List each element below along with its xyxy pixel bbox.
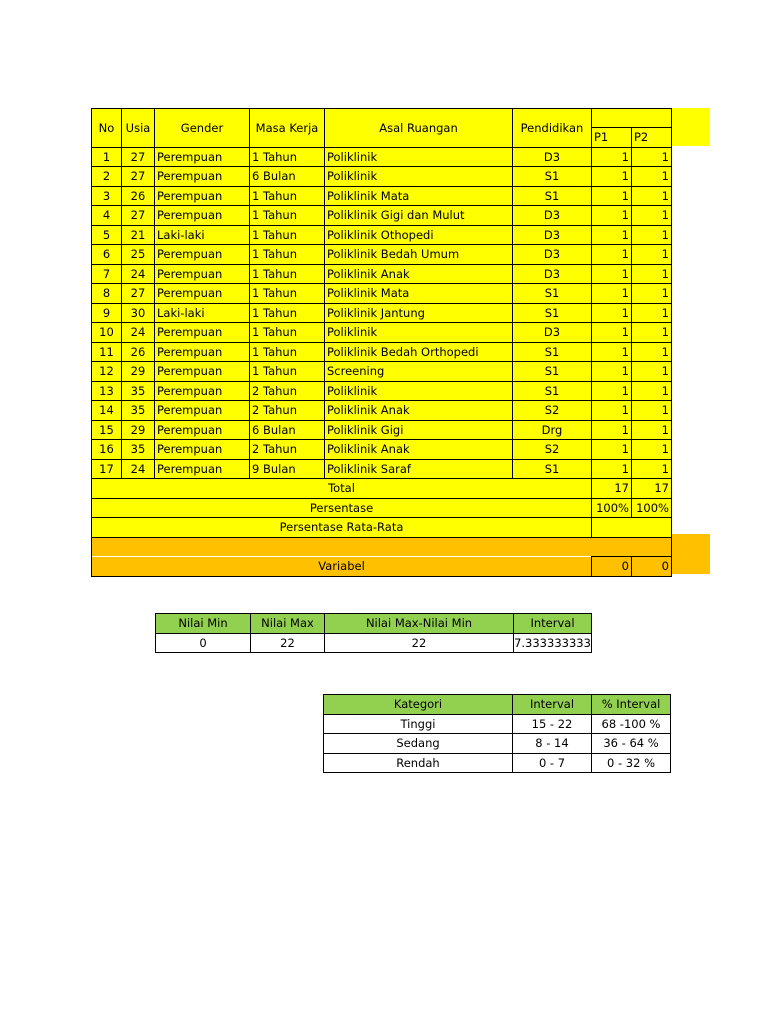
cell-gender: Perempuan [155, 401, 250, 421]
header-p-group [592, 109, 672, 128]
cell-no: 13 [92, 381, 122, 401]
cell-p2: 1 [632, 362, 672, 382]
cell-asal-ruangan: Poliklinik Bedah Orthopedi [325, 342, 513, 362]
cell-pendidikan: S1 [513, 284, 592, 304]
cell-no: 15 [92, 420, 122, 440]
cell-no: 16 [92, 440, 122, 460]
cell-asal-ruangan: Poliklinik Gigi [325, 420, 513, 440]
cell-masa-kerja: 1 Tahun [250, 245, 325, 265]
cell-asal-ruangan: Poliklinik [325, 381, 513, 401]
cell-p2: 1 [632, 284, 672, 304]
header-p2: P2 [632, 128, 672, 148]
range-table [155, 613, 592, 653]
cell-masa-kerja: 1 Tahun [250, 206, 325, 226]
cell-gender: Perempuan [155, 206, 250, 226]
cell-usia: 29 [122, 420, 155, 440]
category-row [324, 753, 671, 773]
cell-gender: Perempuan [155, 440, 250, 460]
cell-masa-kerja: 2 Tahun [250, 381, 325, 401]
cell-gender: Perempuan [155, 284, 250, 304]
table-row [92, 440, 672, 460]
table-row [92, 323, 672, 343]
variabel-fill-extension [670, 534, 710, 574]
cell-p2: 1 [632, 167, 672, 187]
cell-p2: 1 [632, 323, 672, 343]
cell-pendidikan: S1 [513, 381, 592, 401]
header-usia: Usia [122, 109, 155, 148]
cell-p2: 1 [632, 147, 672, 167]
cell-p1: 1 [592, 225, 632, 245]
cell-asal-ruangan: Poliklinik Anak [325, 440, 513, 460]
cell-pendidikan: S1 [513, 459, 592, 479]
cell-p2: 1 [632, 342, 672, 362]
cell-asal-ruangan: Poliklinik Mata [325, 284, 513, 304]
cell-gender: Laki-laki [155, 303, 250, 323]
cell-p1: 1 [592, 323, 632, 343]
cell-asal-ruangan: Poliklinik [325, 147, 513, 167]
category-cell-percent: 36 - 64 % [592, 734, 671, 754]
cell-p1: 1 [592, 401, 632, 421]
cell-usia: 27 [122, 284, 155, 304]
cell-asal-ruangan: Poliklinik Anak [325, 401, 513, 421]
cell-masa-kerja: 1 Tahun [250, 147, 325, 167]
cell-masa-kerja: 1 Tahun [250, 264, 325, 284]
table-row [92, 147, 672, 167]
cell-gender: Perempuan [155, 147, 250, 167]
cell-asal-ruangan: Poliklinik Bedah Umum [325, 245, 513, 265]
cell-no: 7 [92, 264, 122, 284]
cell-asal-ruangan: Poliklinik Jantung [325, 303, 513, 323]
header-masa-kerja: Masa Kerja [250, 109, 325, 148]
table-row [92, 245, 672, 265]
cell-usia: 35 [122, 440, 155, 460]
cell-pendidikan: D3 [513, 206, 592, 226]
cell-masa-kerja: 1 Tahun [250, 362, 325, 382]
persentase-p2: 100% [632, 498, 672, 518]
category-header-percent: % Interval [592, 695, 671, 715]
category-cell-percent: 0 - 32 % [592, 753, 671, 773]
header-pendidikan: Pendidikan [513, 109, 592, 148]
category-cell-kategori: Rendah [324, 753, 513, 773]
range-value-diff: 22 [325, 633, 514, 653]
cell-no: 17 [92, 459, 122, 479]
header-asal-ruangan: Asal Ruangan [325, 109, 513, 148]
cell-usia: 27 [122, 147, 155, 167]
table-row [92, 381, 672, 401]
range-header-interval: Interval [514, 614, 592, 634]
category-cell-kategori: Sedang [324, 734, 513, 754]
table-row [92, 303, 672, 323]
cell-gender: Perempuan [155, 459, 250, 479]
cell-p2: 1 [632, 206, 672, 226]
cell-p1: 1 [592, 264, 632, 284]
cell-usia: 21 [122, 225, 155, 245]
cell-no: 12 [92, 362, 122, 382]
cell-usia: 26 [122, 342, 155, 362]
cell-p1: 1 [592, 245, 632, 265]
total-p2: 17 [632, 479, 672, 499]
category-cell-interval: 15 - 22 [513, 714, 592, 734]
cell-gender: Perempuan [155, 420, 250, 440]
cell-pendidikan: D3 [513, 225, 592, 245]
cell-gender: Perempuan [155, 342, 250, 362]
cell-p1: 1 [592, 342, 632, 362]
cell-asal-ruangan: Poliklinik Mata [325, 186, 513, 206]
cell-gender: Perempuan [155, 186, 250, 206]
table-row [92, 186, 672, 206]
header-no: No [92, 109, 122, 148]
cell-gender: Perempuan [155, 167, 250, 187]
cell-p1: 1 [592, 420, 632, 440]
main-data-table [91, 108, 672, 577]
category-cell-kategori: Tinggi [324, 714, 513, 734]
cell-masa-kerja: 9 Bulan [250, 459, 325, 479]
cell-masa-kerja: 2 Tahun [250, 401, 325, 421]
cell-asal-ruangan: Poliklinik [325, 323, 513, 343]
cell-no: 8 [92, 284, 122, 304]
cell-usia: 29 [122, 362, 155, 382]
cell-usia: 30 [122, 303, 155, 323]
cell-pendidikan: D3 [513, 264, 592, 284]
table-row [92, 362, 672, 382]
cell-no: 10 [92, 323, 122, 343]
cell-pendidikan: S1 [513, 167, 592, 187]
cell-masa-kerja: 1 Tahun [250, 284, 325, 304]
cell-p1: 1 [592, 440, 632, 460]
cell-p1: 1 [592, 167, 632, 187]
table-row [92, 206, 672, 226]
header-fill-extension [670, 108, 710, 146]
persentase-label: Persentase [92, 498, 592, 518]
category-table [323, 694, 671, 773]
cell-masa-kerja: 1 Tahun [250, 225, 325, 245]
cell-asal-ruangan: Poliklinik [325, 167, 513, 187]
cell-p1: 1 [592, 147, 632, 167]
range-header-min: Nilai Min [156, 614, 251, 634]
cell-no: 9 [92, 303, 122, 323]
cell-asal-ruangan: Poliklinik Saraf [325, 459, 513, 479]
cell-masa-kerja: 1 Tahun [250, 303, 325, 323]
persentase-p1: 100% [592, 498, 632, 518]
cell-p2: 1 [632, 381, 672, 401]
header-p1: P1 [592, 128, 632, 148]
cell-masa-kerja: 1 Tahun [250, 342, 325, 362]
cell-masa-kerja: 2 Tahun [250, 440, 325, 460]
cell-no: 11 [92, 342, 122, 362]
cell-p1: 1 [592, 186, 632, 206]
cell-usia: 35 [122, 381, 155, 401]
cell-gender: Perempuan [155, 362, 250, 382]
cell-usia: 25 [122, 245, 155, 265]
cell-gender: Perempuan [155, 264, 250, 284]
range-value-interval: 7.333333333 [514, 633, 592, 653]
cell-p2: 1 [632, 225, 672, 245]
category-header-interval: Interval [513, 695, 592, 715]
cell-p1: 1 [592, 206, 632, 226]
table-row [92, 167, 672, 187]
cell-gender: Perempuan [155, 381, 250, 401]
cell-no: 14 [92, 401, 122, 421]
cell-p2: 1 [632, 186, 672, 206]
cell-p1: 1 [592, 303, 632, 323]
table-row [92, 342, 672, 362]
cell-masa-kerja: 1 Tahun [250, 323, 325, 343]
cell-p1: 1 [592, 362, 632, 382]
cell-asal-ruangan: Screening [325, 362, 513, 382]
cell-no: 3 [92, 186, 122, 206]
table-row [92, 284, 672, 304]
range-header-max: Nilai Max [251, 614, 325, 634]
persentase-rata-value [592, 518, 672, 538]
cell-usia: 35 [122, 401, 155, 421]
cell-no: 1 [92, 147, 122, 167]
cell-asal-ruangan: Poliklinik Anak [325, 264, 513, 284]
cell-asal-ruangan: Poliklinik Othopedi [325, 225, 513, 245]
cell-no: 5 [92, 225, 122, 245]
cell-p2: 1 [632, 420, 672, 440]
cell-pendidikan: S2 [513, 401, 592, 421]
cell-asal-ruangan: Poliklinik Gigi dan Mulut [325, 206, 513, 226]
total-p1: 17 [592, 479, 632, 499]
table-row [92, 401, 672, 421]
range-header-diff: Nilai Max-Nilai Min [325, 614, 514, 634]
cell-pendidikan: D3 [513, 323, 592, 343]
category-cell-percent: 68 -100 % [592, 714, 671, 734]
category-header-kategori: Kategori [324, 695, 513, 715]
cell-gender: Perempuan [155, 323, 250, 343]
cell-pendidikan: D3 [513, 245, 592, 265]
cell-no: 6 [92, 245, 122, 265]
cell-usia: 27 [122, 167, 155, 187]
variabel-p2: 0 [632, 557, 672, 577]
variabel-p1: 0 [592, 557, 632, 577]
cell-pendidikan: S2 [513, 440, 592, 460]
table-row [92, 225, 672, 245]
cell-gender: Perempuan [155, 245, 250, 265]
cell-no: 2 [92, 167, 122, 187]
variabel-label: Variabel [92, 557, 592, 577]
cell-pendidikan: Drg [513, 420, 592, 440]
cell-usia: 24 [122, 323, 155, 343]
category-row [324, 734, 671, 754]
cell-usia: 24 [122, 264, 155, 284]
cell-usia: 26 [122, 186, 155, 206]
range-value-max: 22 [251, 633, 325, 653]
cell-p2: 1 [632, 303, 672, 323]
category-cell-interval: 0 - 7 [513, 753, 592, 773]
cell-p2: 1 [632, 440, 672, 460]
cell-pendidikan: S1 [513, 186, 592, 206]
cell-no: 4 [92, 206, 122, 226]
cell-masa-kerja: 1 Tahun [250, 186, 325, 206]
cell-pendidikan: S1 [513, 342, 592, 362]
cell-masa-kerja: 6 Bulan [250, 167, 325, 187]
cell-p1: 1 [592, 459, 632, 479]
table-row [92, 459, 672, 479]
cell-p2: 1 [632, 459, 672, 479]
category-row [324, 714, 671, 734]
cell-p1: 1 [592, 381, 632, 401]
cell-pendidikan: D3 [513, 147, 592, 167]
cell-pendidikan: S1 [513, 362, 592, 382]
cell-usia: 27 [122, 206, 155, 226]
persentase-rata-label: Persentase Rata-Rata [92, 518, 592, 538]
blank-orange-row [92, 537, 672, 557]
category-cell-interval: 8 - 14 [513, 734, 592, 754]
table-row [92, 420, 672, 440]
cell-p2: 1 [632, 401, 672, 421]
cell-p1: 1 [592, 284, 632, 304]
total-label: Total [92, 479, 592, 499]
cell-pendidikan: S1 [513, 303, 592, 323]
cell-p2: 1 [632, 264, 672, 284]
table-row [92, 264, 672, 284]
cell-p2: 1 [632, 245, 672, 265]
cell-masa-kerja: 6 Bulan [250, 420, 325, 440]
cell-usia: 24 [122, 459, 155, 479]
range-value-min: 0 [156, 633, 251, 653]
header-gender: Gender [155, 109, 250, 148]
cell-gender: Laki-laki [155, 225, 250, 245]
